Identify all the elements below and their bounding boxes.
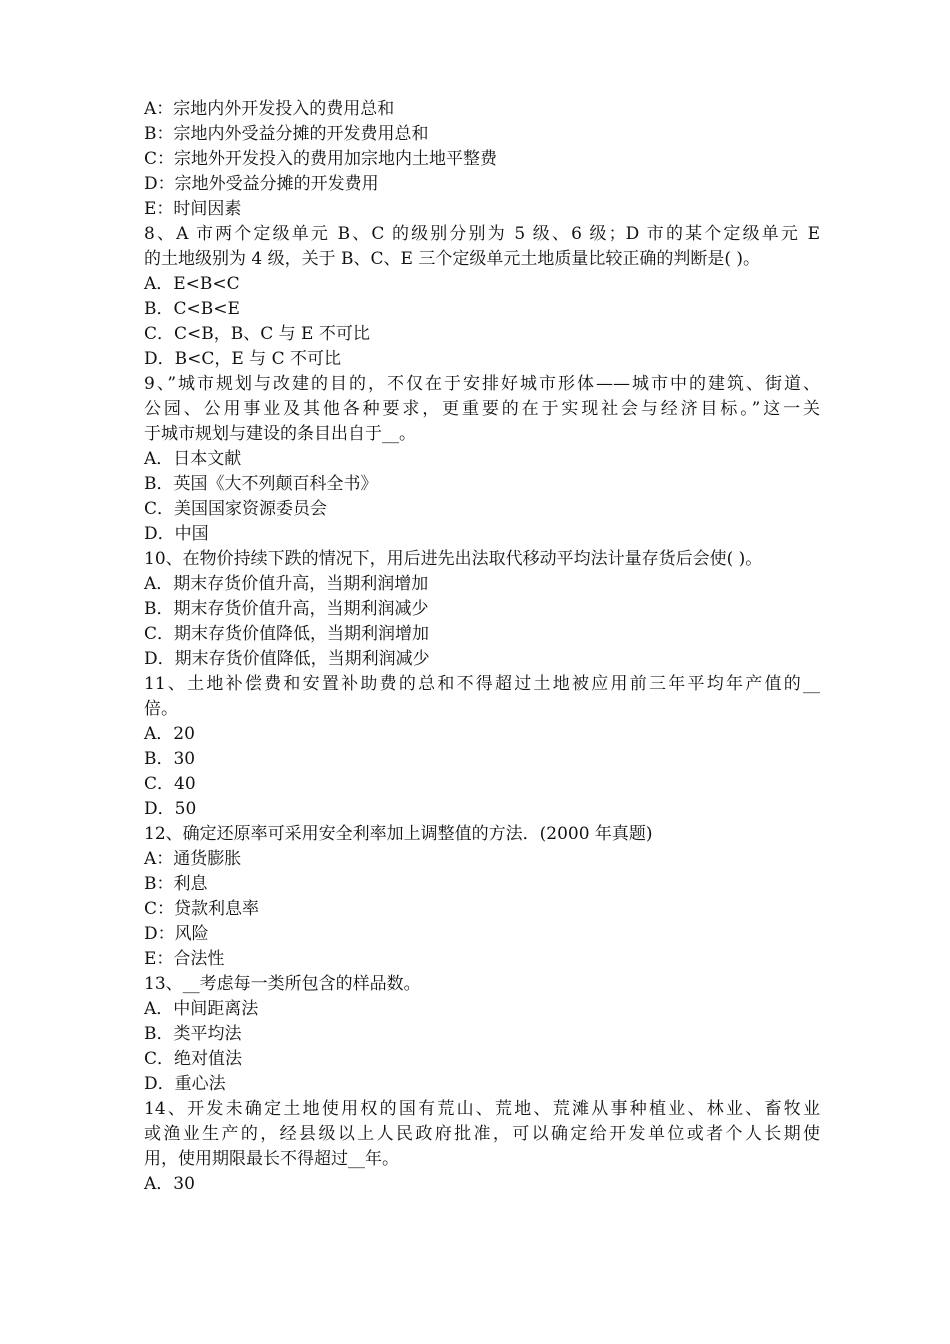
q8-stem-line-1: 8、A 市两个定级单元 B、C 的级别分别为 5 级、6 级；D 市的某个定级单元 E: [144, 224, 820, 244]
q12-option-b: B：利息: [144, 874, 208, 894]
q9-option-a: A．日本文献: [144, 449, 242, 469]
q8-option-c: C．C<B，B、C 与 E 不可比: [144, 324, 370, 344]
q12-option-c: C：贷款利息率: [144, 899, 260, 919]
q11-option-b: B．30: [144, 749, 196, 769]
q9-stem-line-1: 9、”城市规划与改建的目的，不仅在于安排好城市形体——城市中的建筑、街道、: [144, 374, 820, 394]
q7-option-c: C：宗地外开发投入的费用加宗地内土地平整费: [144, 149, 498, 169]
q7-option-b: B：宗地内外受益分摊的开发费用总和: [144, 124, 429, 144]
q10-option-d: D．期末存货价值降低，当期利润减少: [144, 649, 430, 669]
q8-option-d: D．B<C，E 与 C 不可比: [144, 349, 342, 369]
q8-option-a: A．E<B<C: [144, 274, 240, 294]
q13-stem: 13、__考虑每一类所包含的样品数。: [144, 974, 421, 994]
q7-option-d: D：宗地外受益分摊的开发费用: [144, 174, 379, 194]
document-page: [144, 97, 820, 1197]
q13-option-b: B．类平均法: [144, 1024, 242, 1044]
q10-stem: 10、在物价持续下跌的情况下，用后进先出法取代移动平均法计量存货后会使( )。: [144, 549, 763, 569]
q11-option-a: A．20: [144, 724, 195, 744]
q9-option-b: B．英国《大不列颠百科全书》: [144, 474, 378, 494]
q11-option-c: C．40: [144, 774, 196, 794]
q14-stem-line-1: 14、开发未确定土地使用权的国有荒山、荒地、荒滩从事种植业、林业、畜牧业: [144, 1099, 820, 1119]
q9-stem-line-2: 公园、公用事业及其他各种要求，更重要的在于实现社会与经济目标。”这一关: [144, 399, 820, 419]
q12-option-a: A：通货膨胀: [144, 849, 242, 869]
q12-option-d: D：风险: [144, 924, 209, 944]
q10-option-c: C．期末存货价值降低，当期利润增加: [144, 624, 430, 644]
q7-option-e: E：时间因素: [144, 199, 242, 219]
q11-stem-line-1: 11、土地补偿费和安置补助费的总和不得超过土地被应用前三年平均年产值的__: [144, 674, 820, 694]
q9-stem-line-3: 于城市规划与建设的条目出自于__。: [144, 424, 416, 444]
q14-option-a: A．30: [144, 1174, 195, 1194]
q11-option-d: D．50: [144, 799, 197, 819]
q13-option-a: A．中间距离法: [144, 999, 259, 1019]
q12-option-e: E：合法性: [144, 949, 225, 969]
q8-stem-line-2: 的土地级别为 4 级，关于 B、C、E 三个定级单元土地质量比较正确的判断是( )。: [144, 249, 761, 269]
q10-option-b: B．期末存货价值升高，当期利润减少: [144, 599, 429, 619]
q11-stem-line-2: 倍。: [144, 699, 178, 719]
q7-option-a: A：宗地内外开发投入的费用总和: [144, 99, 395, 119]
q14-stem-line-2: 或渔业生产的，经县级以上人民政府批准，可以确定给开发单位或者个人长期使: [144, 1124, 820, 1144]
q9-option-c: C．美国国家资源委员会: [144, 499, 328, 519]
q9-option-d: D．中国: [144, 524, 209, 544]
q12-stem: 12、确定还原率可采用安全利率加上调整值的方法．(2000 年真题): [144, 824, 653, 844]
q10-option-a: A．期末存货价值升高，当期利润增加: [144, 574, 429, 594]
q14-stem-line-3: 用，使用期限最长不得超过__年。: [144, 1149, 399, 1169]
q13-option-d: D．重心法: [144, 1074, 226, 1094]
q8-option-b: B．C<B<E: [144, 299, 240, 319]
q13-option-c: C．绝对值法: [144, 1049, 243, 1069]
